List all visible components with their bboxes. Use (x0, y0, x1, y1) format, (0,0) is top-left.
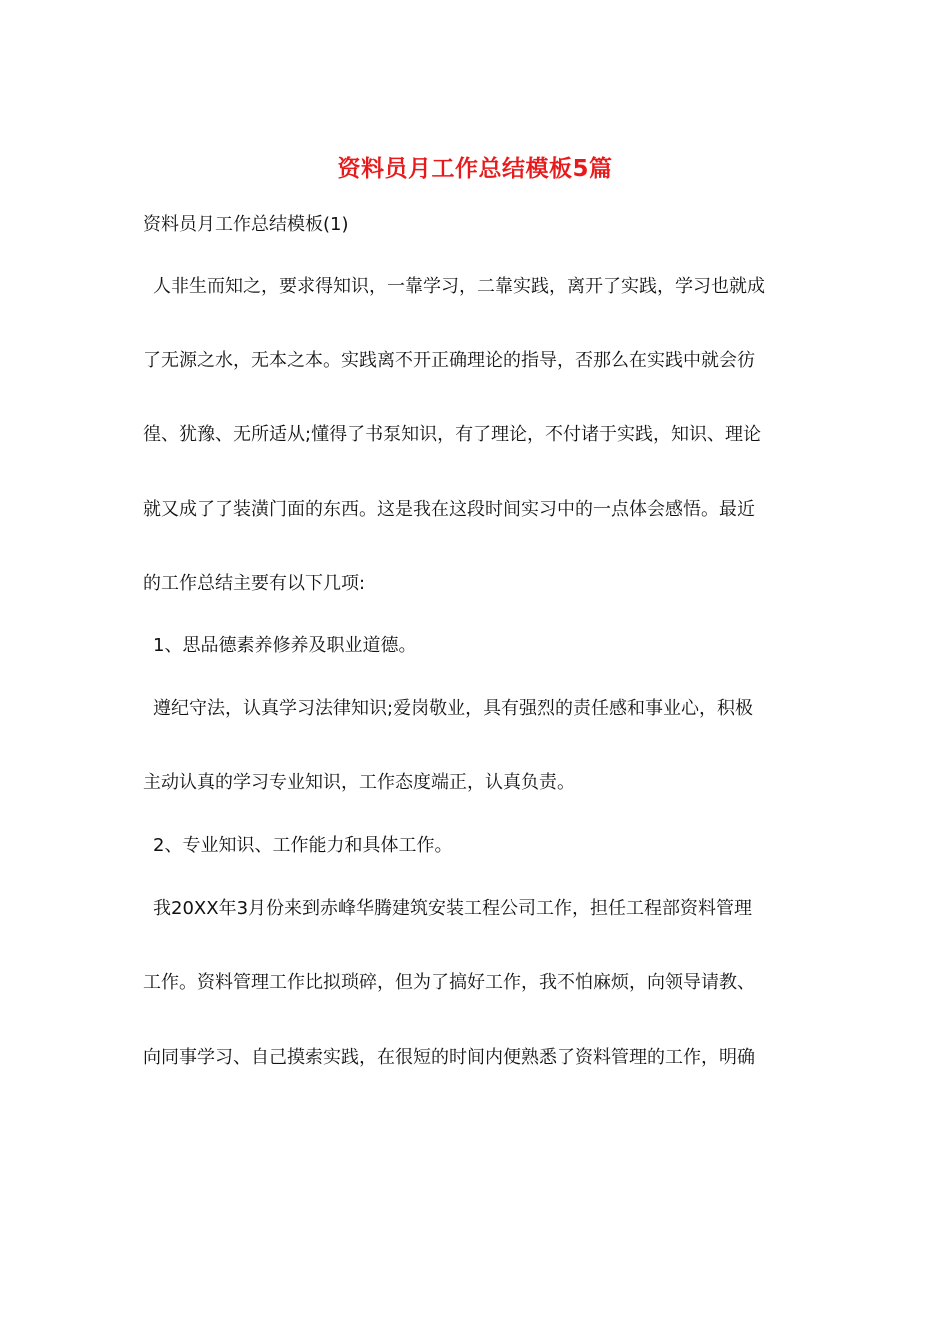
list-item-heading: 2、专业知识、工作能力和具体工作。 (153, 835, 453, 856)
paragraph-line: 我20XX年3月份来到赤峰华腾建筑安装工程公司工作，担任工程部资料管理 (153, 898, 753, 919)
paragraph-line: 了无源之水，无本之本。实践离不开正确理论的指导，否那么在实践中就会彷 (143, 350, 755, 371)
paragraph-line: 就又成了了装潢门面的东西。这是我在这段时间实习中的一点体会感悟。最近 (143, 499, 755, 520)
list-item-heading: 1、思品德素养修养及职业道德。 (153, 635, 417, 656)
paragraph-line: 向同事学习、自己摸索实践，在很短的时间内便熟悉了资料管理的工作，明确 (143, 1047, 755, 1068)
paragraph-line: 徨、犹豫、无所适从;懂得了书泵知识，有了理论，不付诸于实践，知识、理论 (143, 424, 762, 445)
paragraph-line: 工作。资料管理工作比拟琐碎，但为了搞好工作，我不怕麻烦，向领导请教、 (143, 972, 755, 993)
document-title: 资料员月工作总结模板5篇 (337, 156, 613, 182)
paragraph-line: 主动认真的学习专业知识，工作态度端正，认真负责。 (143, 772, 575, 793)
paragraph-line: 人非生而知之，要求得知识，一靠学习，二靠实践，离开了实践，学习也就成 (153, 276, 765, 297)
section-heading: 资料员月工作总结模板(1) (143, 214, 349, 235)
paragraph-line: 遵纪守法，认真学习法律知识;爱岗敬业，具有强烈的责任感和事业心，积极 (153, 698, 754, 719)
paragraph-line: 的工作总结主要有以下几项: (143, 573, 366, 594)
